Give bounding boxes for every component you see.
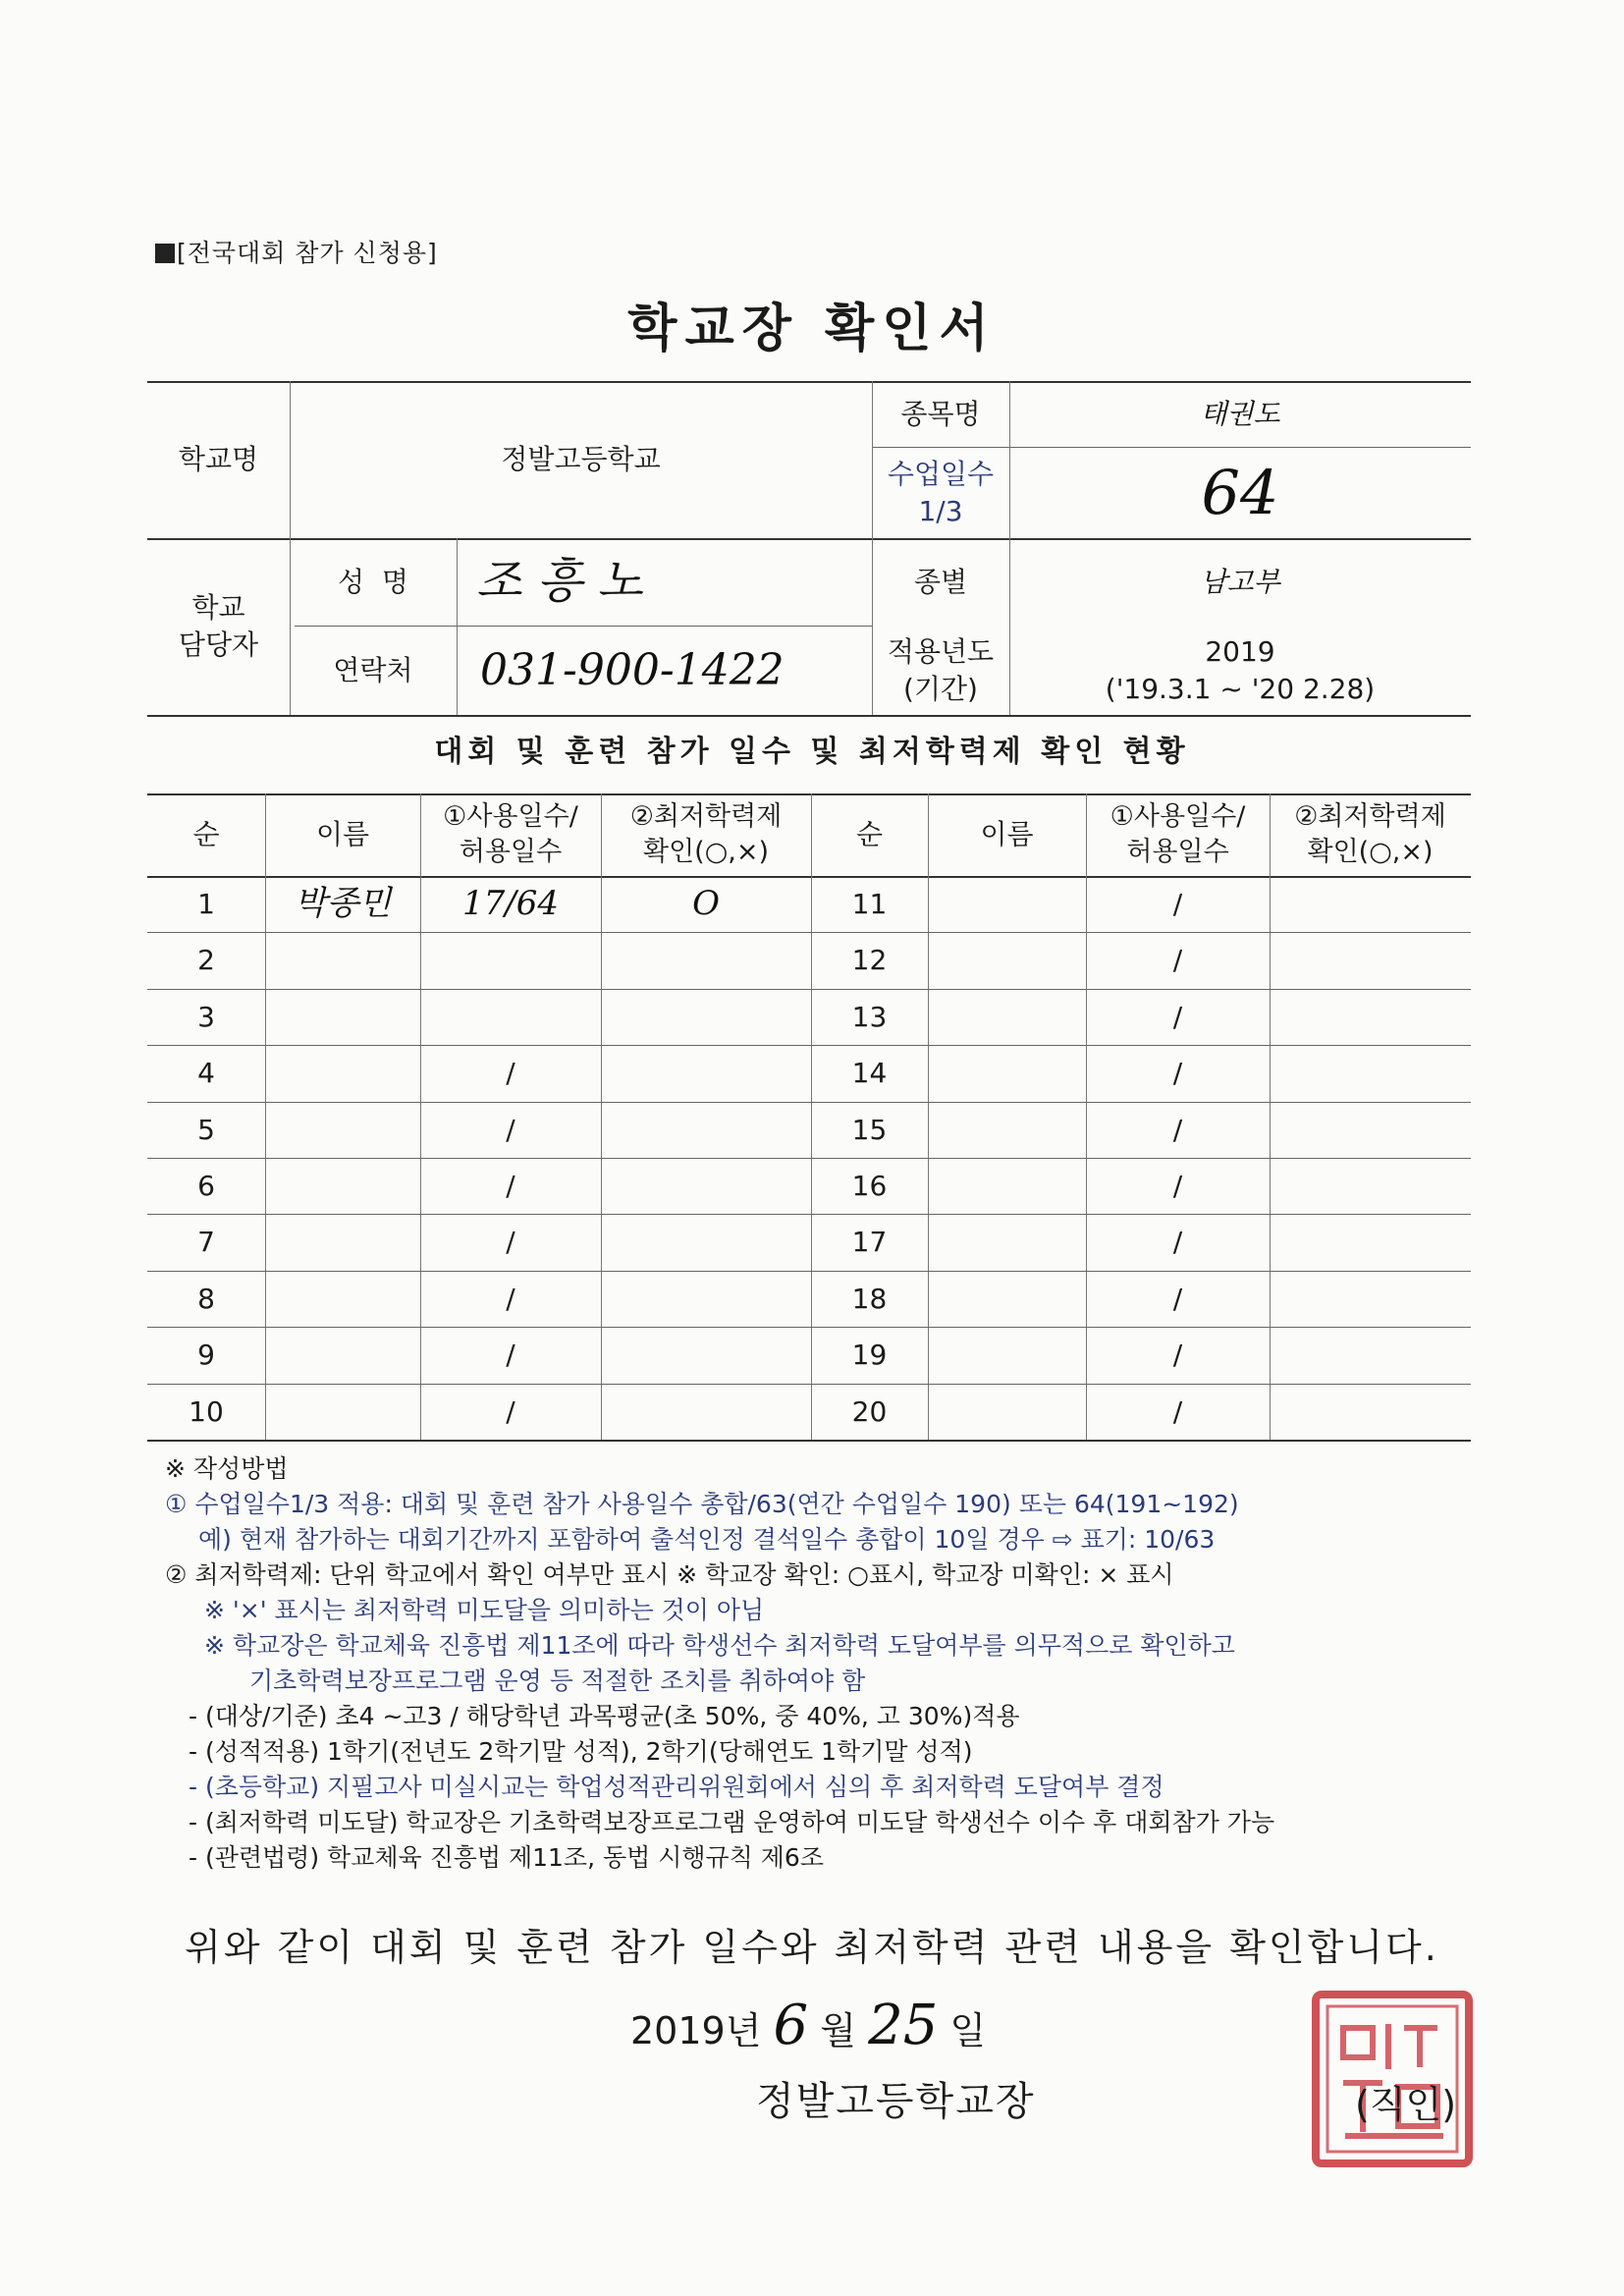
cell-no: 18 <box>851 1282 888 1315</box>
cell-name <box>265 1384 420 1440</box>
note-line: ※ 작성방법 <box>165 1454 289 1483</box>
year-value-period: ('19.3.1 ~ '20 2.28) <box>1105 672 1376 705</box>
cell-name <box>265 1158 420 1214</box>
date-month: 6 <box>773 1994 809 2057</box>
class-days-value: 64 <box>1201 456 1279 528</box>
cell-check <box>1270 1327 1471 1383</box>
cell-days: / <box>1172 1338 1183 1371</box>
year-label-line2: (기간) <box>903 672 978 705</box>
class-days-label-line1: 수업일수 <box>887 457 995 490</box>
year-value <box>1009 626 1471 715</box>
cell-check <box>601 1271 811 1327</box>
staff-label-line2: 담당자 <box>178 629 259 661</box>
cell-name <box>265 932 420 988</box>
cell-days: / <box>1172 943 1183 976</box>
division-label: 종별 <box>913 565 968 598</box>
cell-no: 14 <box>851 1056 888 1089</box>
writing-instructions <box>165 1451 1510 1876</box>
col-header-days-line1: ①사용일수/ <box>443 800 578 832</box>
cell-check <box>601 1102 811 1158</box>
class-days-label-line2: 1/3 <box>918 494 963 527</box>
cell-check <box>1270 1158 1471 1214</box>
cell-days: / <box>1172 1113 1183 1146</box>
cell-check: O <box>692 883 720 923</box>
division-value: 남고부 <box>1200 565 1280 598</box>
sport-label: 종목명 <box>900 397 981 430</box>
cell-days: / <box>506 1225 515 1258</box>
cell-name <box>928 1045 1086 1101</box>
cell-days <box>420 989 601 1045</box>
cell-no: 12 <box>851 943 888 976</box>
school-name-value: 정발고등학교 <box>501 443 661 476</box>
cell-check <box>601 1214 811 1270</box>
confirmation-statement: 위와 같이 대회 및 훈련 참가 일수와 최저학력 관련 내용을 확인합니다. <box>185 1926 1439 1969</box>
cell-name <box>928 1158 1086 1214</box>
staff-label-line1: 학교 <box>191 591 245 625</box>
year-label-line1: 적용년도 <box>887 634 995 668</box>
note-line: 기초학력보장프로그램 운영 등 적절한 조치를 취하여야 함 <box>249 1667 866 1695</box>
cell-name <box>928 989 1086 1045</box>
cell-no: 16 <box>851 1169 888 1202</box>
note-line: - (초등학교) 지필고사 미실시교는 학업성적관리위원회에서 심의 후 최저학력 도달여부 결정 <box>189 1773 1164 1801</box>
cell-no: 3 <box>197 1000 215 1033</box>
cell-name <box>265 1271 420 1327</box>
note-line: 예) 현재 참가하는 대회기간까지 포함하여 출석인정 결석일수 총합이 10일 경우 ⇨ 표기: 10/63 <box>198 1525 1216 1554</box>
cell-no: 4 <box>197 1056 215 1089</box>
cell-no: 1 <box>197 887 215 920</box>
cell-name <box>928 1102 1086 1158</box>
cell-no: 19 <box>851 1338 888 1371</box>
cell-name <box>928 932 1086 988</box>
sport-value: 태권도 <box>1200 397 1280 430</box>
col-header-days-right-line2: 허용일수 <box>1126 837 1229 867</box>
cell-check <box>1270 1045 1471 1101</box>
cell-name <box>928 876 1086 932</box>
cell-no: 10 <box>189 1394 224 1428</box>
cell-no: 11 <box>851 887 888 920</box>
cell-days: / <box>1172 1056 1183 1089</box>
cell-days: / <box>506 1056 515 1089</box>
col-header-days <box>420 793 601 876</box>
cell-name: 박종민 <box>294 883 392 923</box>
col-header-check-line1: ②최저학력제 <box>629 800 783 832</box>
cell-check <box>601 1158 811 1214</box>
date-day-label: 일 <box>949 2009 987 2052</box>
note-line: - (대상/기준) 초4 ~고3 / 해당학년 과목평균(초 50%, 중 40%, 고 30%)적용 <box>189 1702 1020 1730</box>
cell-name <box>265 1327 420 1383</box>
cell-days: / <box>506 1113 515 1146</box>
col-header-name: 이름 <box>315 818 370 851</box>
cell-no: 15 <box>851 1113 888 1146</box>
cell-name <box>265 989 420 1045</box>
name-label: 성 명 <box>338 565 408 598</box>
cell-check <box>601 1327 811 1383</box>
square-bullet-icon <box>155 244 175 263</box>
contact-value: 031-900-1422 <box>480 644 785 695</box>
col-header-check <box>601 793 811 876</box>
col-header-no-right: 순 <box>855 818 884 851</box>
cell-name <box>265 1102 420 1158</box>
cell-no: 5 <box>197 1113 215 1146</box>
cell-check <box>1270 989 1471 1045</box>
cell-days: / <box>1172 1394 1183 1428</box>
form-type-tag <box>155 234 438 269</box>
cell-name <box>265 1045 420 1101</box>
cell-check <box>1270 1384 1471 1440</box>
cell-check <box>1270 932 1471 988</box>
school-name-label: 학교명 <box>178 443 259 476</box>
cell-check <box>1270 1214 1471 1270</box>
cell-days <box>420 932 601 988</box>
cell-days: / <box>1172 1225 1183 1258</box>
cell-name <box>928 1384 1086 1440</box>
signing-date <box>630 1994 986 2057</box>
cell-check <box>601 1384 811 1440</box>
cell-no: 9 <box>197 1338 215 1371</box>
col-header-days-right <box>1086 793 1270 876</box>
cell-no: 2 <box>197 943 215 976</box>
cell-name <box>928 1327 1086 1383</box>
staff-name-signature: 조 흥 노 <box>476 554 643 610</box>
document-title: 학교장 확인서 <box>627 300 997 358</box>
col-header-check-right-line2: 확인(○,×) <box>1307 837 1434 867</box>
cell-no: 8 <box>197 1282 215 1315</box>
section-title: 대회 및 훈련 참가 일수 및 최저학력제 확인 현황 <box>434 735 1190 769</box>
cell-no: 7 <box>197 1225 215 1258</box>
year-label <box>872 626 1009 715</box>
note-line: ① 수업일수1/3 적용: 대회 및 훈련 참가 사용일수 총합/63(연간 수업일수 190) 또는 64(191~192) <box>165 1490 1239 1518</box>
col-header-check-line2: 확인(○,×) <box>643 837 769 867</box>
contact-label: 연락처 <box>333 653 413 686</box>
cell-check <box>1270 1102 1471 1158</box>
cell-days: / <box>1172 1169 1183 1202</box>
col-header-check-right-line1: ②최저학력제 <box>1294 800 1446 832</box>
cell-days: / <box>506 1282 515 1315</box>
seal-mark-label: (직인) <box>1355 2083 1457 2126</box>
cell-days: / <box>506 1169 515 1202</box>
cell-days: / <box>1172 1000 1183 1033</box>
date-month-label: 월 <box>820 2009 856 2052</box>
note-line: - (성적적용) 1학기(전년도 2학기말 성적), 2학기(당해연도 1학기말 성적) <box>189 1737 973 1766</box>
cell-days: / <box>1172 887 1183 920</box>
note-line: - (관련법령) 학교체육 진흥법 제11조, 동법 시행규칙 제6조 <box>189 1843 824 1872</box>
note-line: ※ 학교장은 학교체육 진흥법 제11조에 따라 학생선수 최저학력 도달여부를 의무적으로 확인하고 <box>204 1631 1235 1660</box>
cell-days: 17/64 <box>462 883 559 923</box>
form-type-label: [전국대회 참가 신청용] <box>177 239 438 267</box>
cell-check <box>601 989 811 1045</box>
col-header-no: 순 <box>192 818 220 851</box>
cell-no: 6 <box>197 1169 215 1202</box>
year-value-year: 2019 <box>1205 634 1275 668</box>
col-header-name-right: 이름 <box>980 818 1034 851</box>
cell-name <box>928 1214 1086 1270</box>
cell-days: / <box>506 1394 515 1428</box>
cell-check <box>1270 876 1471 932</box>
cell-days: / <box>506 1338 515 1371</box>
cell-check <box>601 1045 811 1101</box>
principal-title: 정발고등학교장 <box>756 2079 1036 2124</box>
cell-check <box>1270 1271 1471 1327</box>
cell-no: 20 <box>851 1394 888 1428</box>
note-line: ※ '×' 표시는 최저학력 미도달을 의미하는 것이 아님 <box>204 1596 765 1624</box>
date-year: 2019년 <box>630 2009 762 2052</box>
note-line: ② 최저학력제: 단위 학교에서 확인 여부만 표시 ※ 학교장 확인: ○표시, 학교장 미확인: × 표시 <box>165 1560 1174 1589</box>
col-header-days-right-line1: ①사용일수/ <box>1110 800 1246 832</box>
date-day: 25 <box>868 1994 939 2057</box>
col-header-days-line2: 허용일수 <box>459 837 563 867</box>
note-line: - (최저학력 미도달) 학교장은 기초학력보장프로그램 운영하여 미도달 학생선수 이수 후 대회참가 가능 <box>189 1808 1275 1836</box>
cell-no: 13 <box>851 1000 888 1033</box>
col-header-check-right <box>1270 793 1471 876</box>
cell-no: 17 <box>851 1225 888 1258</box>
cell-name <box>265 1214 420 1270</box>
staff-label <box>147 538 290 715</box>
cell-name <box>928 1271 1086 1327</box>
cell-days: / <box>1172 1282 1183 1315</box>
class-days-label <box>872 447 1009 538</box>
cell-check <box>601 932 811 988</box>
